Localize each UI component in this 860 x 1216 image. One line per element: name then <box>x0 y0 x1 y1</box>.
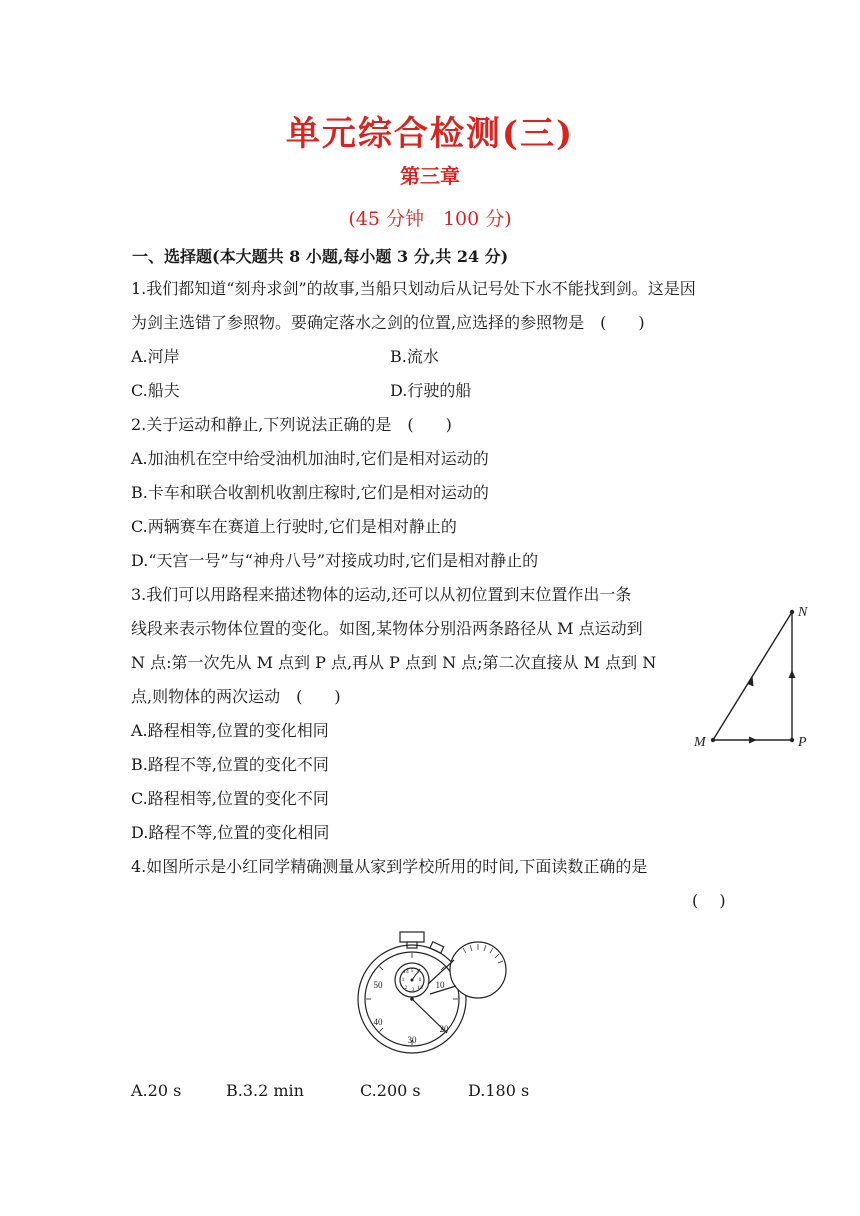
time-score-label: (45 分钟 100 分) <box>348 208 512 230</box>
dial-label-40: 40 <box>373 1017 383 1027</box>
point-n <box>790 610 794 614</box>
magnifier-circle <box>450 942 506 998</box>
subdial-label-1: 1 <box>416 969 420 975</box>
q3-line2: 线段来表示物体位置的变化。如图,某物体分别沿两条路径从 M 点运动到 <box>131 619 643 638</box>
subdial-label-5: 5 <box>410 968 414 974</box>
chapter-label: 第三章 <box>400 164 460 188</box>
q3-line4: 点,则物体的两次运动 ( ) <box>131 687 341 706</box>
q2-option-a: A.加油机在空中给受油机加油时,它们是相对运动的 <box>131 449 489 468</box>
q2-option-d: D.“天宫一号”与“神舟八号”对接成功时,它们是相对静止的 <box>131 551 539 570</box>
q4-option-c: C.200 s <box>360 1081 421 1100</box>
label-p: P <box>798 735 807 750</box>
stopwatch-crown <box>400 932 424 942</box>
arrow-mp-icon <box>749 737 757 744</box>
q3-option-c: C.路程相等,位置的变化不同 <box>131 789 329 808</box>
label-m: M <box>694 735 706 750</box>
path-triangle-figure <box>680 598 830 758</box>
q4-answer-paren: ( ) <box>692 891 726 910</box>
q3-option-d: D.路程不等,位置的变化相同 <box>131 823 330 842</box>
q3-line1: 3.我们可以用路程来描述物体的运动,还可以从初位置到末位置作出一条 <box>131 585 632 604</box>
q4-option-b: B.3.2 min <box>226 1081 304 1100</box>
arrow-pn-icon <box>789 670 796 678</box>
page-title: 单元综合检测(三) <box>285 114 575 154</box>
dial-label-10: 10 <box>435 980 445 990</box>
q4-option-d: D.180 s <box>468 1081 530 1100</box>
subdial-label-3: 3 <box>411 987 415 993</box>
point-p <box>790 738 794 742</box>
arrow-mn-icon <box>748 676 754 687</box>
subdial-label-14: 14 <box>403 969 409 975</box>
q3-option-a: A.路程相等,位置的变化相同 <box>131 721 329 740</box>
q1-line2: 为剑主选错了参照物。要确定落水之剑的位置,应选择的参照物是 ( ) <box>131 313 645 332</box>
dial-label-20: 20 <box>439 1024 449 1034</box>
q4-option-a: A.20 s <box>131 1081 182 1100</box>
q2-option-c: C.两辆赛车在赛道上行驶时,它们是相对静止的 <box>131 517 457 536</box>
q4-stem: 4.如图所示是小红同学精确测量从家到学校所用的时间,下面读数正确的是 <box>131 857 648 876</box>
q1-option-b: B.流水 <box>390 347 439 366</box>
q1-option-d: D.行驶的船 <box>390 381 472 400</box>
stopwatch-figure <box>350 928 520 1060</box>
q2-stem: 2.关于运动和静止,下列说法正确的是 ( ) <box>131 415 452 434</box>
q2-option-b: B.卡车和联合收割机收割庄稼时,它们是相对运动的 <box>131 483 489 502</box>
subdial-label-2: 2 <box>404 985 408 991</box>
q3-line3: N 点:第一次先从 M 点到 P 点,再从 P 点到 N 点;第二次直接从 M 点到 N <box>131 653 657 672</box>
point-m <box>711 738 715 742</box>
dial-label-30: 30 <box>407 1035 417 1045</box>
dial-label-50: 50 <box>373 980 383 990</box>
section-heading: 一、选择题(本大题共 8 小题,每小题 3 分,共 24 分) <box>132 247 509 266</box>
q1-option-c: C.船夫 <box>131 381 180 400</box>
q3-option-b: B.路程不等,位置的变化不同 <box>131 755 329 774</box>
subdial-label-13: 13 <box>417 985 423 991</box>
subdial-label-1b: 1 <box>401 977 405 983</box>
subdial-label-0: 0 <box>418 977 422 983</box>
q1-option-a: A.河岸 <box>131 347 180 366</box>
q1-line1: 1.我们都知道“刻舟求剑”的故事,当船只划动后从记号处下水不能找到剑。这是因 <box>131 279 696 298</box>
label-n: N <box>798 605 808 620</box>
